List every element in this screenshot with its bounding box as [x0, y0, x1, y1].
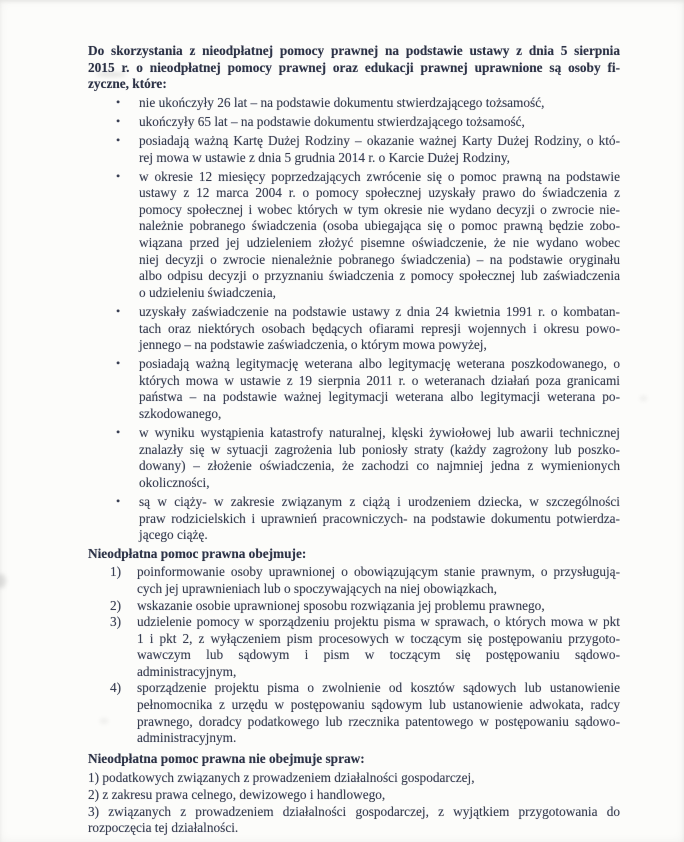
text-line: posiadają ważną Kartę Dużej Rodziny – okazanie ważnej Karty Dużej Rodziny, o któ- [139, 132, 620, 148]
bullet-list-item [88, 425, 620, 491]
text-line: 2015 r. o nieodpłatnej pomocy prawnej oraz edukacji prawnej uprawnione są osoby fi- [88, 59, 620, 75]
text-line: ustawy z 12 marca 2004 r. o pomocy społecznej uzyskały prawo do świadczenia z [139, 185, 620, 201]
text-line: Do skorzystania z nieodpłatnej pomocy prawnej na podstawie ustawy z dnia 5 sierpnia [88, 43, 620, 58]
bullet-item-text [139, 304, 620, 354]
bullet-icon: • [116, 168, 121, 183]
bullet-list-item [88, 356, 620, 422]
scan-smudge [640, 396, 647, 401]
text-line: administracyjnym. [137, 730, 237, 746]
text-line: administracyjnym, [137, 663, 237, 679]
bullet-icon: • [116, 132, 121, 147]
bullet-item-text [139, 169, 620, 302]
text-line: sporządzenie projektu pisma o zwolnienie od kosztów sądowych lub ustanowienie [137, 680, 620, 696]
bullet-list-item [88, 133, 620, 166]
text-line: 1 i pkt 2, z wyłączeniem pism procesowych w toczącym się postępowaniu przygoto- [137, 630, 620, 646]
numbered-item-text [137, 680, 620, 746]
text-line: ukończyły 65 lat – na podstawie dokumentu stwierdzającego tożsamość, [139, 113, 525, 129]
text-line: niej decyzji o zwrocie nienależnie pobranego świadczenia) – na podstawie oryginału [139, 251, 620, 267]
bullet-icon: • [116, 493, 121, 508]
numbered-list-item [88, 680, 620, 746]
bullet-icon: • [116, 303, 121, 318]
text-line: wawczym lub sądowym i pism w toczącym się postępowaniu sądowo- [137, 647, 620, 663]
text-line: pomocy społecznej i wobec których w tym okresie nie wydano decyzji o zwrocie nie- [139, 201, 620, 217]
text-line: szkodowanego, [139, 405, 222, 421]
text-line: uzyskały zaświadczenie na podstawie ustawy z dnia 24 kwietnia 1991 r. o kombatan- [139, 303, 620, 319]
text-line: poinformowanie osoby uprawnionej o obowiązującym stanie prawnym, o przysługują- [137, 564, 620, 580]
text-line: państwa – na podstawie ważnej legitymacji weterana albo legitymacji weterana po- [139, 389, 620, 405]
document-content [88, 43, 620, 837]
text-line: jącego ciążę. [139, 527, 208, 543]
numbered-item-text [137, 614, 620, 680]
scan-smudge [0, 574, 6, 588]
text-line: których mowa w ustawie z 19 sierpnia 2011 r. o weteranach działań poza granicami [139, 372, 620, 388]
bullet-list-item [88, 114, 620, 131]
text-line: albo odpisu decyzji o przyznaniu świadczenia z pomocy społecznej lub zaświadczenia [139, 268, 620, 284]
text-line: zyczne, które: [88, 76, 167, 92]
bullet-icon: • [116, 94, 121, 109]
text-line: udzielenie pomocy w sporządzeniu projektu pisma w sprawach, o których mowa w pkt [137, 614, 620, 630]
bullet-icon: • [116, 356, 121, 371]
bullet-list-item [88, 304, 620, 354]
bullet-item-text [139, 114, 620, 131]
text-line: rozpoczęcia tej działalności. [88, 820, 239, 836]
numbered-list-item [88, 598, 620, 615]
text-line: 3) związanych z prowadzeniem działalności gospodarczej, z wyjątkiem przygotowania do [88, 803, 620, 819]
text-line: cych jej uprawnieniach lub o spoczywających na niej obowiązkach, [137, 580, 497, 596]
item-number: 4) [110, 680, 122, 696]
bullet-list-item [88, 95, 620, 112]
bullet-list-item [88, 494, 620, 544]
item-number: 1) [110, 564, 122, 580]
bullet-icon: • [116, 425, 121, 440]
text-line: należnie pobranego świadczenia (osoba ubiegająca się o pomoc prawną będzie zobo- [139, 218, 620, 234]
text-line: prawnego, doradcy podatkowego lub rzecznika patentowego w postępowaniu sądowo- [137, 713, 620, 729]
text-line: 1) podatkowych związanych z prowadzeniem działalności gospodarczej, [88, 770, 475, 786]
item-number: 2) [110, 597, 122, 613]
text-line: wskazanie osobie uprawnionej sposobu rozwiązania jej problemu prawnego, [137, 597, 545, 613]
text-line: o udzieleniu świadczenia, [139, 284, 276, 300]
text-line: praw rodzicielskich i uprawnień pracowniczych- na podstawie dokumentu potwierdza- [139, 510, 620, 526]
excluded-matters-list [88, 770, 620, 836]
bullet-item-text [139, 494, 620, 544]
bullet-item-text [139, 95, 620, 112]
numbered-item-text [137, 564, 620, 597]
text-line: w okresie 12 miesięcy poprzedzających zwrócenie się o pomoc prawną na podstawie [139, 168, 620, 184]
numbered-item-text [137, 598, 620, 615]
text-line: posiadają ważną legitymację weterana albo legitymację weterana poszkodowanego, o [139, 356, 620, 372]
text-line: są w ciąży- w zakresie związanym z ciążą i urodzeniem dziecka, w szczególności [139, 493, 620, 509]
bullet-list-item [88, 169, 620, 302]
text-line: nie ukończyły 26 lat – na podstawie dokumentu stwierdzającego tożsamość, [139, 94, 545, 110]
text-line: okoliczności, [139, 474, 210, 490]
excluded-list-item [88, 787, 620, 804]
included-services-list [88, 564, 620, 747]
numbered-list-item [88, 614, 620, 680]
text-line: znalazły się w sytuacji zagrożenia lub poniosły straty (każdy zagrożony lub poszko- [139, 441, 620, 457]
excluded-list-item [88, 770, 620, 787]
text-line: wiązana przed jej udzieleniem złożyć pisemne oświadczenie, że nie wydano wobec [139, 235, 620, 251]
text-line: pełnomocnika z urzędu w postępowaniu sądowym lub ustanowienie adwokata, radcy [137, 697, 620, 713]
excluded-list-item [88, 804, 620, 837]
text-line: rej mowa w ustawie z dnia 5 grudnia 2014 r. o Karcie Dużej Rodziny, [139, 149, 510, 165]
bullet-item-text [139, 356, 620, 422]
eligibility-bullet-list [88, 95, 620, 544]
bullet-item-text [139, 425, 620, 491]
text-line: tach oraz niektórych osobach będących ofiarami represji wojennych i okresu powo- [139, 320, 620, 336]
item-number: 3) [110, 614, 122, 630]
bullet-icon: • [116, 113, 121, 128]
text-line: w wyniku wystąpienia katastrofy naturalnej, klęski żywiołowej lub awarii technicznej [139, 425, 620, 441]
intro-paragraph [88, 43, 620, 93]
section-heading-excluded: Nieodpłatna pomoc prawna nie obejmuje spraw: [88, 750, 365, 766]
text-line: jennego – na podstawie zaświadczenia, o którym mowa powyżej, [139, 337, 487, 353]
section-heading-included: Nieodpłatna pomoc prawna obejmuje: [88, 546, 307, 562]
numbered-list-item [88, 564, 620, 597]
text-line: 2) z zakresu prawa celnego, dewizowego i handlowego, [88, 787, 386, 803]
text-line: dowany) – złożenie oświadczenia, że zachodzi co najmniej jedna z wymienionych [139, 458, 620, 474]
bullet-item-text [139, 133, 620, 166]
